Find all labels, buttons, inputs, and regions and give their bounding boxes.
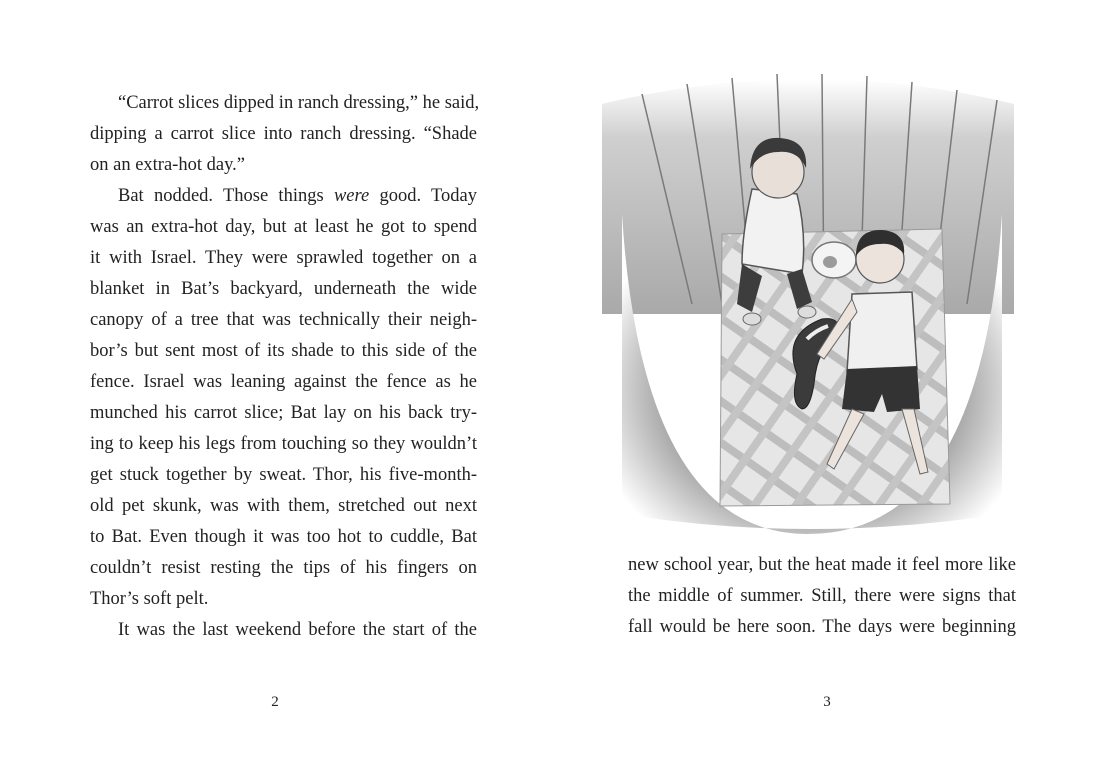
- text-line: It was the last weekend before the start of the: [118, 620, 477, 640]
- text-line: Thor’s soft pelt.: [90, 589, 209, 609]
- illustration: [602, 64, 1014, 534]
- text-line: couldn’t resist resting the tips of his fingers on: [90, 558, 477, 578]
- right-page-text: [628, 550, 1016, 643]
- paragraph-2: [90, 181, 477, 615]
- text-line: it with Israel. They were sprawled together on a: [90, 248, 477, 268]
- text-line: “Carrot slices dipped in ranch dressing,” he said,: [118, 93, 480, 113]
- page-number: 3: [823, 694, 831, 710]
- text-line: [90, 181, 477, 212]
- left-page-text: [90, 88, 480, 646]
- text-line: old pet skunk, was with them, stretched out next: [90, 496, 477, 516]
- text-line: blanket in Bat’s backyard, underneath the wide: [90, 279, 477, 299]
- page-number: 2: [271, 694, 279, 710]
- text-line: fall would be here soon. The days were beginning: [628, 617, 1016, 637]
- paragraph-3: [90, 615, 477, 646]
- text-segment: Bat nodded. Those things: [118, 186, 334, 206]
- text-line: new school year, but the heat made it feel more like: [628, 555, 1016, 575]
- text-line: was an extra-hot day, but at least he got to spend: [90, 217, 477, 237]
- paragraph-1: [90, 88, 480, 181]
- paragraph-continued: [628, 550, 1016, 643]
- right-page: [552, 0, 1104, 778]
- text-segment: good. Today: [369, 186, 478, 206]
- text-line: munched his carrot slice; Bat lay on his back try-: [90, 403, 477, 423]
- text-line: bor’s but sent most of its shade to this side of the: [90, 341, 477, 361]
- text-line: canopy of a tree that was technically their neigh-: [90, 310, 477, 330]
- emphasis-word: were: [333, 186, 370, 206]
- text-line: ing to keep his legs from touching so they wouldn’t: [90, 434, 477, 454]
- text-line: fence. Israel was leaning against the fence as he: [90, 372, 477, 392]
- text-line: to Bat. Even though it was too hot to cuddle, Bat: [90, 527, 477, 547]
- text-line: the middle of summer. Still, there were signs that: [628, 586, 1016, 606]
- plate: [812, 242, 856, 278]
- text-line: dipping a carrot slice into ranch dressing. “Shade: [90, 124, 477, 144]
- text-line: get stuck together by sweat. Thor, his five-month-: [90, 465, 477, 485]
- text-line: on an extra-hot day.”: [90, 155, 245, 175]
